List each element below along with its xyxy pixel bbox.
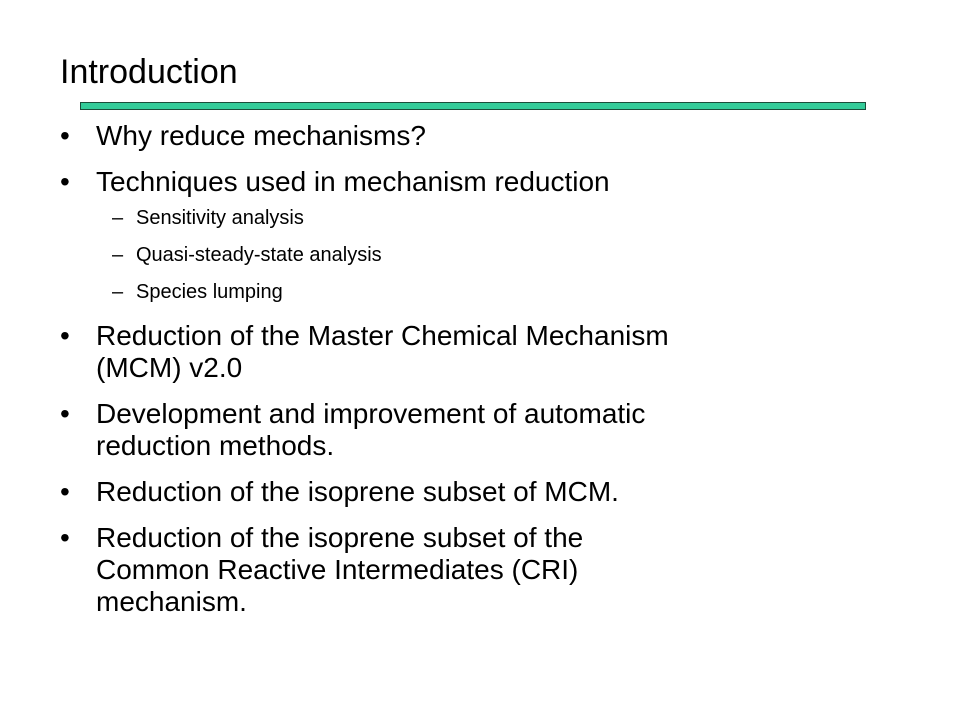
sub-bullet-item [0, 241, 960, 269]
bullet-item [0, 398, 960, 462]
title-underline-rule [80, 102, 866, 110]
bullet-list [0, 120, 960, 632]
bullet-item [0, 320, 960, 384]
bullet-item [0, 166, 960, 306]
bullet-text: Development and improvement of automatic reduction methods. [96, 398, 646, 461]
sub-bullet-text: Sensitivity analysis [136, 207, 304, 229]
bullet-text: Why reduce mechanisms? [96, 120, 426, 151]
bullet-dot-icon: • [60, 398, 70, 429]
sub-bullet-text: Species lumping [136, 281, 283, 303]
bullet-dot-icon: • [60, 320, 70, 351]
sub-bullet-list [96, 204, 960, 306]
bullet-text: Reduction of the isoprene subset of MCM. [96, 476, 619, 507]
sub-bullet-item [0, 204, 960, 232]
slide-title: Introduction [60, 53, 238, 91]
sub-bullet-text: Quasi-steady-state analysis [136, 244, 382, 266]
bullet-text: Reduction of the isoprene subset of the Common Reactive Intermediates (CRI) mechanism. [96, 522, 584, 617]
bullet-dot-icon: • [60, 522, 70, 553]
bullet-dot-icon: • [60, 166, 70, 197]
bullet-item [0, 120, 960, 152]
dash-icon: – [112, 244, 124, 266]
bullet-item [0, 522, 960, 618]
bullet-dot-icon: • [60, 120, 70, 151]
dash-icon: – [112, 281, 124, 303]
bullet-text: Techniques used in mechanism reduction [96, 166, 610, 197]
dash-icon: – [112, 207, 124, 229]
sub-bullet-item [0, 278, 960, 306]
bullet-item [0, 476, 960, 508]
bullet-dot-icon: • [60, 476, 70, 507]
bullet-text: Reduction of the Master Chemical Mechanism (MCM) v2.0 [96, 320, 669, 383]
